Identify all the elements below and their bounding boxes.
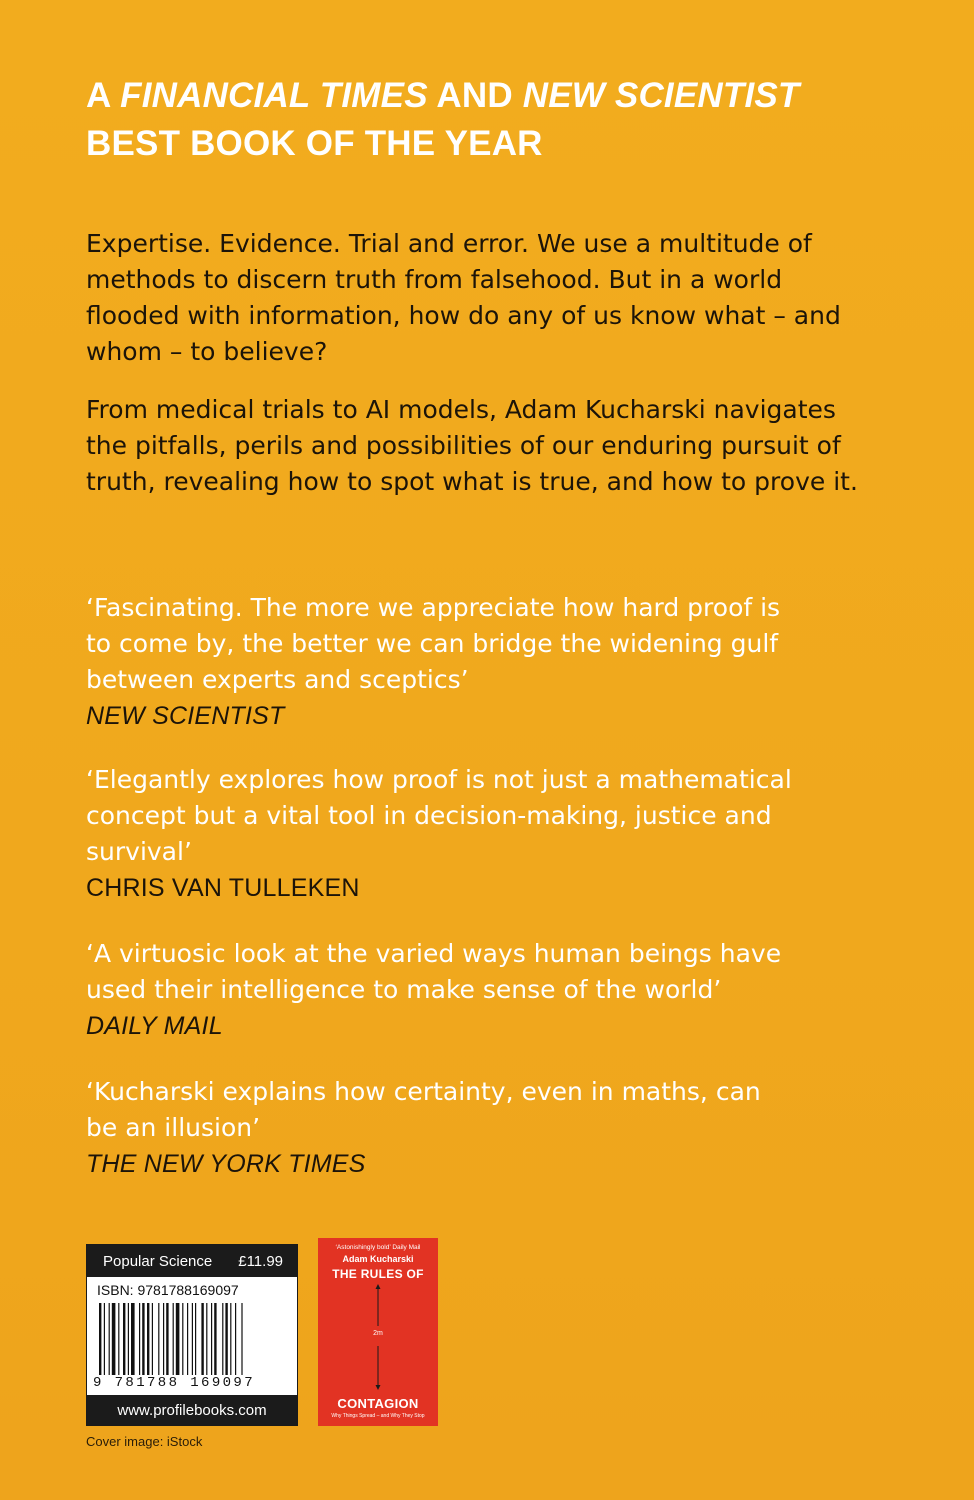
mini-cover-title-bottom: CONTAGION xyxy=(337,1396,419,1411)
quote-text: ‘Fascinating. The more we appreciate how hard proof is to come by, the better we can bridge the widening gulf between experts and sceptics’ xyxy=(86,593,781,694)
quote-source: DAILY MAIL xyxy=(86,1012,223,1040)
mini-book-cover xyxy=(318,1238,438,1426)
mini-cover-author: Adam Kucharski xyxy=(342,1254,414,1264)
quote-source: CHRIS VAN TULLEKEN xyxy=(86,874,360,902)
headline-ns: NEW SCIENTIST xyxy=(522,76,800,115)
quote-text: ‘A virtuosic look at the varied ways human beings have used their intelligence to make sense of the world’ xyxy=(86,939,782,1004)
quote-3 xyxy=(86,936,846,1044)
blurb-text-1: Expertise. Evidence. Trial and error. We use a multitude of methods to discern truth from falsehood. But in a world flooded with information, how do any of us know what – and whom – to believe? xyxy=(86,229,841,366)
barcode-icon xyxy=(95,1303,289,1375)
blurb-paragraph-1 xyxy=(86,226,866,370)
blurb-text-2: From medical trials to AI models, Adam Kucharski navigates the pitfalls, perils and possibilities of our enduring pursuit of truth, revealing how to spot what is true, and how to prove it. xyxy=(86,395,858,496)
quote-text: ‘Elegantly explores how proof is not just a mathematical concept but a vital tool in decision-making, justice and survival’ xyxy=(86,765,792,866)
quote-1 xyxy=(86,590,806,734)
quote-4 xyxy=(86,1074,766,1182)
website-label: www.profilebooks.com xyxy=(87,1395,297,1425)
quote-text: ‘Kucharski explains how certainty, even in maths, can be an illusion’ xyxy=(86,1077,761,1142)
headline xyxy=(86,72,906,168)
headline-and: AND xyxy=(427,76,523,115)
isbn-label: ISBN: 9781788169097 xyxy=(97,1282,239,1298)
barcode-panel xyxy=(86,1244,298,1426)
mini-cover-title-top: THE RULES OF xyxy=(332,1267,424,1281)
mini-cover-distance: 2m xyxy=(373,1330,383,1337)
cover-credit: Cover image: iStock xyxy=(86,1434,203,1449)
blurb-paragraph-2 xyxy=(86,392,866,500)
barcode-header xyxy=(87,1245,297,1277)
headline-line2: BEST BOOK OF THE YEAR xyxy=(86,124,543,163)
quote-source: NEW SCIENTIST xyxy=(86,702,285,730)
price-label: £11.99 xyxy=(238,1252,283,1270)
mini-cover-quote: ‘Astonishingly bold’ Daily Mail xyxy=(335,1244,421,1251)
category-label: Popular Science xyxy=(103,1252,213,1270)
headline-a: A xyxy=(86,76,121,115)
double-arrow-icon xyxy=(374,1284,382,1390)
headline-ft: FINANCIAL TIMES xyxy=(120,76,428,115)
barcode-digits: 9 781788 169097 xyxy=(93,1375,256,1391)
headline-line1 xyxy=(86,72,906,120)
mini-cover-subtitle: Why Things Spread – and Why They Stop xyxy=(331,1413,425,1419)
quote-source: THE NEW YORK TIMES xyxy=(86,1150,366,1178)
quote-2 xyxy=(86,762,846,906)
